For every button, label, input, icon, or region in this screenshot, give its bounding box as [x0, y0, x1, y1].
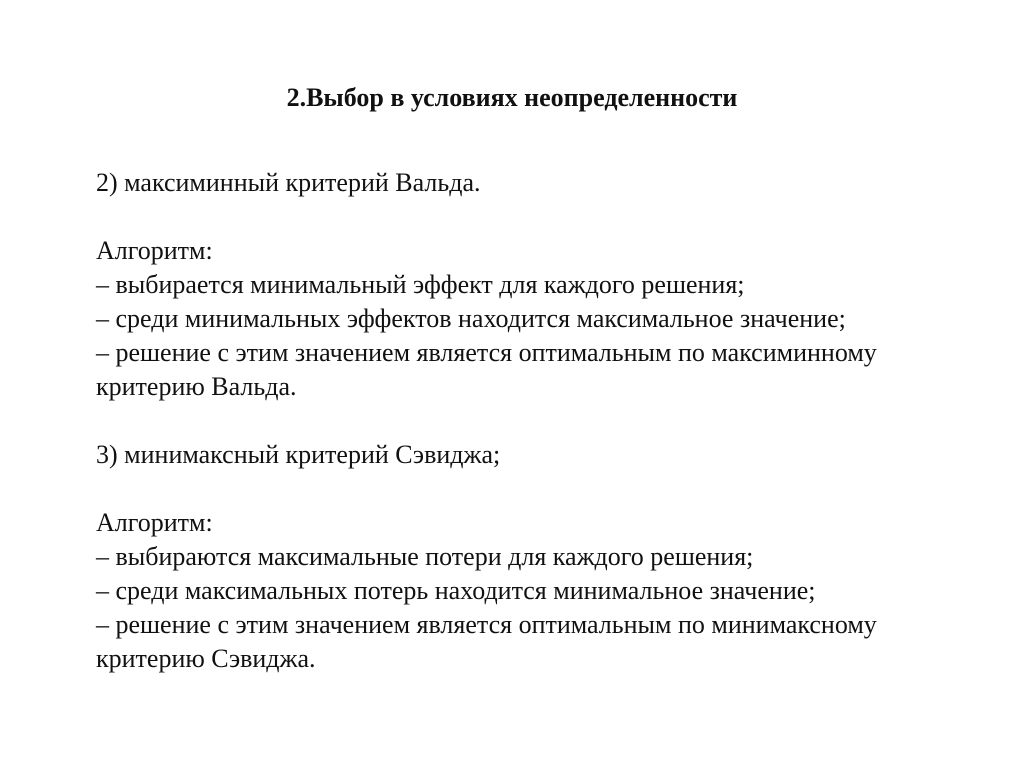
- savage-section: [96, 438, 976, 676]
- wald-algorithm-label: Алгоритм:: [96, 236, 213, 265]
- spacer: [96, 472, 976, 506]
- savage-step-3: – решение с этим значением является оптимальным по минимаксному: [96, 610, 877, 639]
- wald-step-3-continuation: критерию Вальда.: [96, 372, 297, 401]
- spacer: [96, 200, 976, 234]
- wald-section: [96, 166, 976, 404]
- savage-heading: 3) минимаксный критерий Сэвиджа;: [96, 440, 501, 469]
- wald-step-3: – решение с этим значением является оптимальным по максиминному: [96, 338, 877, 367]
- savage-algorithm-label: Алгоритм:: [96, 508, 213, 537]
- savage-step-3-continuation: критерию Сэвиджа.: [96, 644, 316, 673]
- wald-step-2: – среди минимальных эффектов находится максимальное значение;: [96, 304, 846, 333]
- slide-title: 2.Выбор в условиях неопределенности: [286, 83, 738, 112]
- wald-heading: 2) максиминный критерий Вальда.: [96, 168, 481, 197]
- wald-step-1: – выбирается минимальный эффект для каждого решения;: [96, 270, 745, 299]
- savage-step-2: – среди максимальных потерь находится минимальное значение;: [96, 576, 816, 605]
- savage-step-1: – выбираются максимальные потери для каждого решения;: [96, 542, 754, 571]
